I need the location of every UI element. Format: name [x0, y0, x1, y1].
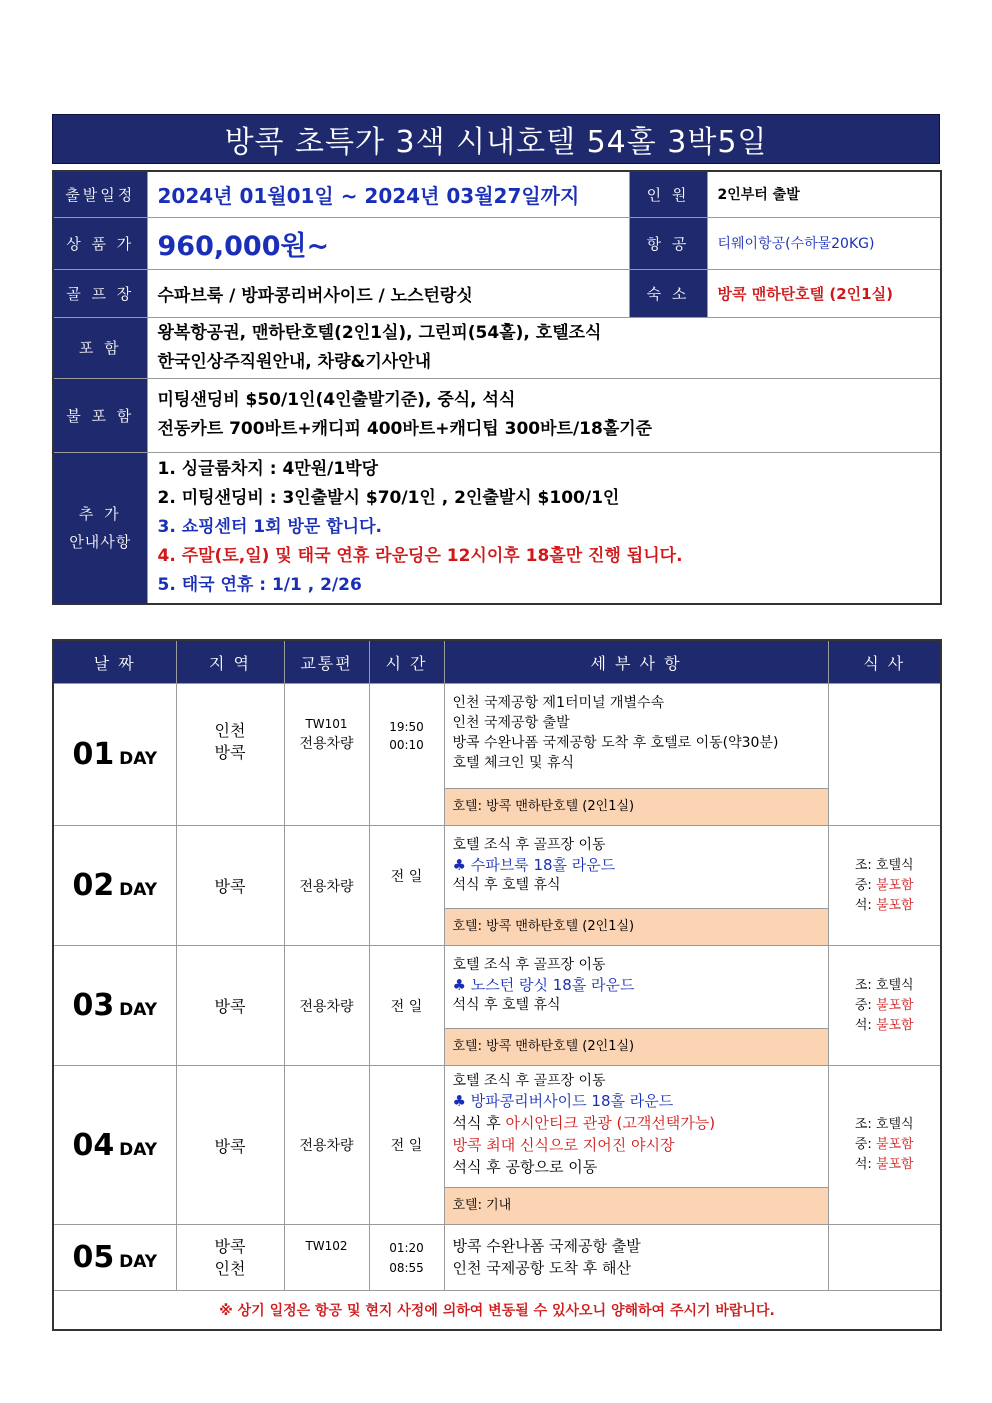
meal-breakfast: 조: 호텔식	[854, 857, 914, 873]
meal-prefix: 석:	[854, 897, 876, 913]
optional-tour: 아시안티크 관광 (고객선택가능)	[505, 1114, 716, 1132]
meal-dinner	[855, 896, 914, 916]
price-label: 상 품 가	[53, 217, 147, 269]
include-line: 한국인상주직원안내, 차량&기사안내	[157, 351, 432, 372]
exclude-line: 전동카트 700바트+캐디피 400바트+캐디팁 300바트/18홀기준	[157, 419, 653, 439]
people-label: 인 원	[629, 171, 707, 217]
day-number: 01	[72, 737, 115, 772]
meal-dinner	[855, 1016, 914, 1036]
header-time: 시 간	[369, 640, 444, 684]
table-row	[53, 684, 941, 826]
region: 방콕	[214, 743, 246, 762]
extra-label-line: 안내사항	[69, 532, 132, 551]
meal-cell	[828, 684, 941, 826]
include-label: 포 함	[53, 317, 147, 378]
day-suffix: DAY	[119, 880, 158, 900]
day-number: 03	[72, 988, 115, 1023]
meal-prefix: 중:	[854, 997, 876, 1013]
extra-label-line: 추 가	[78, 504, 122, 523]
golf-round-line: ♣ 방파콩리버사이드 18홀 라운드	[452, 1092, 674, 1110]
time-cell: 전 일	[369, 946, 444, 1066]
region-cell: 방콕	[176, 826, 284, 946]
time: 08:55	[389, 1260, 424, 1275]
transport-cell: TW102	[284, 1225, 369, 1291]
region-cell	[176, 684, 284, 826]
meal-cell	[828, 826, 941, 946]
detail-line: 호텔 조식 후 골프장 이동	[452, 1073, 606, 1089]
meal-dinner	[855, 1155, 914, 1175]
transport: 전용차량	[299, 736, 354, 752]
day-cell	[53, 946, 176, 1066]
airline-value: 티웨이항공(수하물20KG)	[707, 217, 941, 269]
exclude-value	[147, 378, 941, 452]
golf-course-value: 수파브룩 / 방파콩리버사이드 / 노스턴랑싯	[147, 269, 629, 317]
header-meals: 식 사	[828, 640, 941, 684]
region-cell: 방콕	[176, 1066, 284, 1225]
detail-line: 호텔 조식 후 골프장 이동	[452, 957, 606, 973]
meal-cell	[828, 946, 941, 1066]
airline-label: 항 공	[629, 217, 707, 269]
header-region: 지 역	[176, 640, 284, 684]
time: 19:50	[389, 720, 424, 734]
golf-round-line: ♣ 노스턴 랑싯 18홀 라운드	[452, 976, 635, 994]
detail-line: 석식 후 호텔 휴식	[452, 877, 561, 893]
table-row	[53, 1066, 941, 1225]
detail-line: 방콕 수완나폼 국제공항 출발	[452, 1237, 641, 1255]
golf-course-label: 골 프 장	[53, 269, 147, 317]
time-cell: 전 일	[369, 826, 444, 946]
detail-cell	[444, 826, 828, 946]
day-suffix: DAY	[119, 1139, 158, 1160]
day-number: 05	[72, 1240, 115, 1275]
detail-cell	[444, 684, 828, 826]
itinerary-table	[52, 639, 942, 1331]
meal-prefix: 석:	[854, 1017, 876, 1033]
day-cell	[53, 684, 176, 826]
meal-lunch	[855, 876, 914, 896]
detail-line: 인천 국제공항 도착 후 해산	[452, 1259, 631, 1277]
detail-line: 방콕 최대 신식으로 지어진 야시장	[452, 1136, 675, 1154]
extra-note: 4. 주말(토,일) 및 태국 연휴 라운딩은 12시이후 18홀만 진행 됩니다.	[157, 546, 683, 567]
golf-round-line: ♣ 수파브룩 18홀 라운드	[452, 856, 616, 874]
hotel-line: 호텔: 방콕 맨하탄호텔 (2인1실)	[445, 788, 828, 825]
transport-cell: 전용차량	[284, 946, 369, 1066]
header-date: 날 짜	[53, 640, 176, 684]
region: 방콕	[214, 1236, 246, 1256]
header-transport: 교통편	[284, 640, 369, 684]
meal-breakfast: 조: 호텔식	[854, 1117, 914, 1132]
include-value	[147, 317, 941, 378]
people-value: 2인부터 출발	[707, 171, 941, 217]
day-number: 04	[72, 1127, 115, 1163]
exclude-label: 불 포 함	[53, 378, 147, 452]
header-details: 세 부 사 항	[444, 640, 828, 684]
time-cell	[369, 1225, 444, 1291]
detail-cell	[444, 1066, 828, 1225]
day-suffix: DAY	[119, 749, 158, 769]
day-number: 02	[72, 868, 115, 903]
region: 인천	[214, 1258, 246, 1278]
hotel-line: 호텔: 방콕 맨하탄호텔 (2인1실)	[445, 908, 828, 945]
detail-cell	[444, 1225, 828, 1291]
meal-value: 불포함	[875, 1017, 914, 1033]
meal-value: 불포함	[875, 1137, 914, 1152]
detail-line	[453, 1112, 820, 1134]
footer-note: ※ 상기 일정은 항공 및 현지 사정에 의하여 변동될 수 있사오니 양해하여 주시기 바랍니다.	[53, 1291, 941, 1331]
detail-line: 호텔 체크인 및 휴식	[452, 755, 575, 771]
time-cell	[369, 684, 444, 826]
detail-line: 방콕 수완나폼 국제공항 도착 후 호텔로 이동(약30분)	[452, 735, 779, 751]
region-cell	[176, 1225, 284, 1291]
time: 00:10	[389, 738, 424, 752]
day-cell	[53, 826, 176, 946]
extra-note: 2. 미팅샌딩비 : 3인출발시 $70/1인 , 2인출발시 $100/1인	[157, 488, 620, 509]
include-line: 왕복항공권, 맨하탄호텔(2인1실), 그린피(54홀), 호텔조식	[157, 322, 602, 343]
flight-number: TW101	[305, 717, 348, 731]
price-value: 960,000원~	[147, 217, 629, 269]
meal-cell	[828, 1066, 941, 1225]
day-suffix: DAY	[119, 1000, 158, 1020]
extra-note: 3. 쇼핑센터 1회 방문 합니다.	[157, 517, 382, 538]
depart-value: 2024년 01월01일 ~ 2024년 03월27일까지	[147, 171, 629, 217]
detail-line: 인천 국제공항 출발	[452, 715, 570, 731]
meal-value: 불포함	[875, 1157, 914, 1172]
meal-lunch	[855, 1135, 914, 1155]
time-cell: 전 일	[369, 1066, 444, 1225]
exclude-line: 미팅샌딩비 $50/1인(4인출발기준), 중식, 석식	[157, 390, 516, 410]
day-cell	[53, 1066, 176, 1225]
transport-cell: 전용차량	[284, 826, 369, 946]
meal-value: 불포함	[875, 877, 914, 893]
page-title: 방콕 초특가 3색 시내호텔 54홀 3박5일	[52, 114, 940, 164]
meal-prefix: 석:	[854, 1157, 876, 1172]
region-cell: 방콕	[176, 946, 284, 1066]
detail-cell	[444, 946, 828, 1066]
detail-text: 석식 후	[452, 1114, 506, 1132]
detail-line: 인천 국제공항 제1터미널 개별수속	[452, 695, 665, 711]
meal-breakfast: 조: 호텔식	[854, 977, 914, 993]
meal-lunch	[855, 996, 914, 1016]
meal-value: 불포함	[875, 897, 914, 913]
day-suffix: DAY	[119, 1252, 158, 1272]
transport-cell	[284, 684, 369, 826]
depart-label: 출발일정	[53, 171, 147, 217]
meal-cell	[828, 1225, 941, 1291]
extra-note: 1. 싱글룸차지 : 4만원/1박당	[157, 459, 379, 480]
meal-prefix: 중:	[854, 877, 876, 893]
transport-cell: 전용차량	[284, 1066, 369, 1225]
meal-prefix: 중:	[854, 1137, 876, 1152]
table-row	[53, 1225, 941, 1291]
region: 인천	[214, 721, 246, 740]
detail-line: 호텔 조식 후 골프장 이동	[452, 837, 606, 853]
stay-value: 방콕 맨하탄호텔 (2인1실)	[707, 269, 941, 317]
extra-label	[53, 452, 147, 604]
hotel-line: 호텔: 기내	[445, 1187, 828, 1224]
detail-line: 석식 후 호텔 휴식	[452, 997, 561, 1013]
extra-note: 5. 태국 연휴 : 1/1 , 2/26	[157, 575, 362, 596]
time: 01:20	[389, 1240, 424, 1255]
stay-label: 숙 소	[629, 269, 707, 317]
detail-line: 석식 후 공항으로 이동	[452, 1158, 598, 1176]
product-info-table	[52, 170, 942, 605]
table-row	[53, 826, 941, 946]
table-row	[53, 946, 941, 1066]
meal-value: 불포함	[875, 997, 914, 1013]
extra-notes	[147, 452, 941, 604]
day-cell	[53, 1225, 176, 1291]
hotel-line: 호텔: 방콕 맨하탄호텔 (2인1실)	[445, 1028, 828, 1065]
